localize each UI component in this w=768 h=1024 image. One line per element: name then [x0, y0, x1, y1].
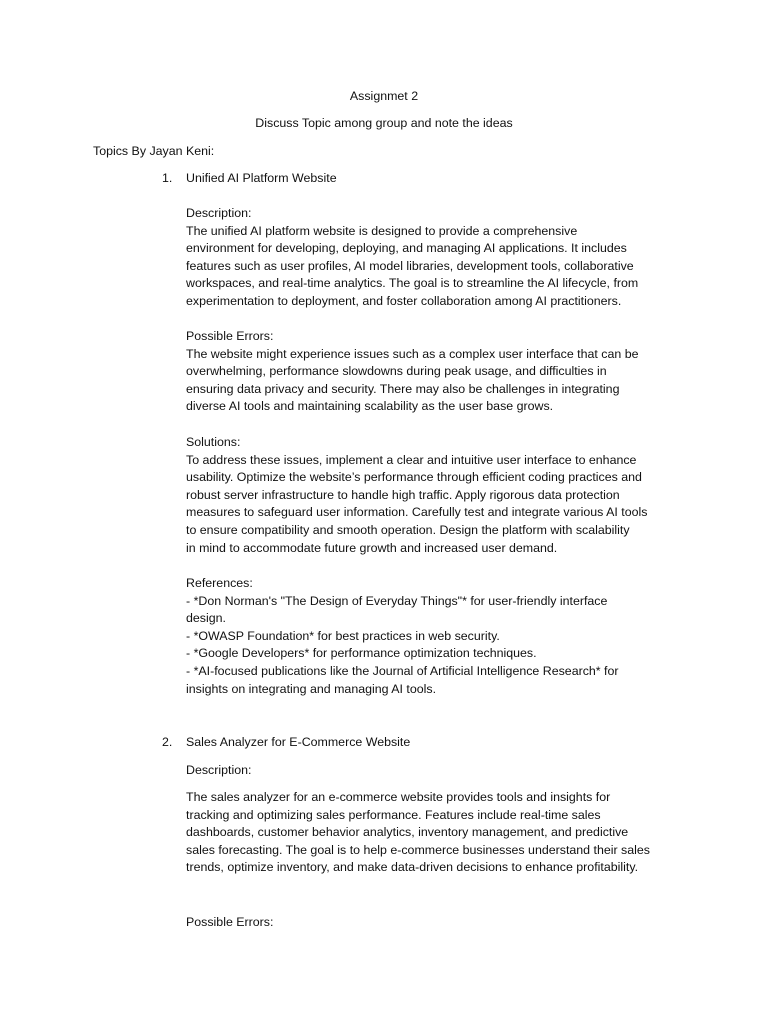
- item2-number: 2.: [162, 735, 173, 749]
- topics-by-heading: Topics By Jayan Keni:: [93, 144, 215, 158]
- item1-errors-line: ensuring data privacy and security. There may also be challenges in integrating: [186, 381, 620, 396]
- item1-errors-line: The website might experience issues such as a complex user interface that can be: [186, 346, 639, 361]
- item1-title: Unified AI Platform Website: [186, 171, 337, 185]
- item1-description-line: environment for developing, deploying, and managing AI applications. It includes: [186, 241, 627, 256]
- item2-description-heading: Description:: [186, 763, 252, 777]
- item1-description: [186, 205, 686, 311]
- item1-references-line: - *Don Norman's "The Design of Everyday Things"* for user-friendly interface: [186, 593, 608, 608]
- item1-description-line: workspaces, and real-time analytics. The goal is to streamline the AI lifecycle, from: [186, 276, 639, 291]
- item1-solutions: [186, 434, 686, 557]
- item1-solutions-heading: Solutions:: [186, 435, 241, 449]
- item1-errors-line: diverse AI tools and maintaining scalability as the user base grows.: [186, 399, 554, 414]
- item1-references-line: - *OWASP Foundation* for best practices in web security.: [186, 628, 500, 643]
- item1-references-line: - *Google Developers* for performance optimization techniques.: [186, 646, 537, 661]
- document-subtitle: Discuss Topic among group and note the ideas: [255, 116, 513, 130]
- document-title: Assignmet 2: [349, 89, 419, 103]
- item2-errors: [186, 914, 686, 932]
- item1-errors-heading: Possible Errors:: [186, 329, 274, 343]
- item1-solutions-line: in mind to accommodate future growth and increased user demand.: [186, 540, 558, 555]
- item1-solutions-line: to ensure compatibility and smooth operation. Design the platform with scalability: [186, 522, 630, 537]
- item2-description: [186, 789, 686, 877]
- item2-errors-heading: Possible Errors:: [186, 915, 274, 929]
- item1-solutions-line: To address these issues, implement a clear and intuitive user interface to enhance: [186, 452, 637, 467]
- item2-description-line: The sales analyzer for an e-commerce website provides tools and insights for: [186, 790, 611, 804]
- item2-description-heading-block: [186, 762, 686, 780]
- item1-description-line: features such as user profiles, AI model libraries, development tools, collaborative: [186, 258, 634, 273]
- item1-references-line: design.: [186, 611, 226, 626]
- item1-errors: [186, 328, 686, 416]
- item1-description-line: experimentation to deployment, and foster collaboration among AI practitioners.: [186, 293, 622, 308]
- item1-references-heading: References:: [186, 576, 253, 590]
- item1-solutions-line: usability. Optimize the website’s performance through efficient coding practices and: [186, 470, 642, 485]
- item1-errors-line: overwhelming, performance slowdowns during peak usage, and difficulties in: [186, 364, 607, 379]
- item1-solutions-line: measures to safeguard user information. Carefully test and integrate various AI tools: [186, 505, 648, 520]
- item1-description-line: The unified AI platform website is designed to provide a comprehensive: [186, 223, 578, 238]
- item2-description-line: trends, optimize inventory, and make data-driven decisions to enhance profitability.: [186, 860, 639, 875]
- item1-description-heading: Description:: [186, 206, 252, 220]
- item1-number: 1.: [162, 171, 173, 185]
- item2-description-line: tracking and optimizing sales performance. Features include real-time sales: [186, 807, 601, 822]
- item1-references-line: - *AI-focused publications like the Journal of Artificial Intelligence Research* for: [186, 663, 619, 678]
- item2-description-line: sales forecasting. The goal is to help e-commerce businesses understand their sales: [186, 842, 650, 857]
- item2-title: Sales Analyzer for E-Commerce Website: [186, 735, 411, 749]
- item1-references-line: insights on integrating and managing AI tools.: [186, 681, 437, 696]
- item1-references: [186, 575, 686, 698]
- item1-solutions-line: robust server infrastructure to handle high traffic. Apply rigorous data protection: [186, 487, 620, 502]
- item2-description-line: dashboards, customer behavior analytics, inventory management, and predictive: [186, 825, 629, 840]
